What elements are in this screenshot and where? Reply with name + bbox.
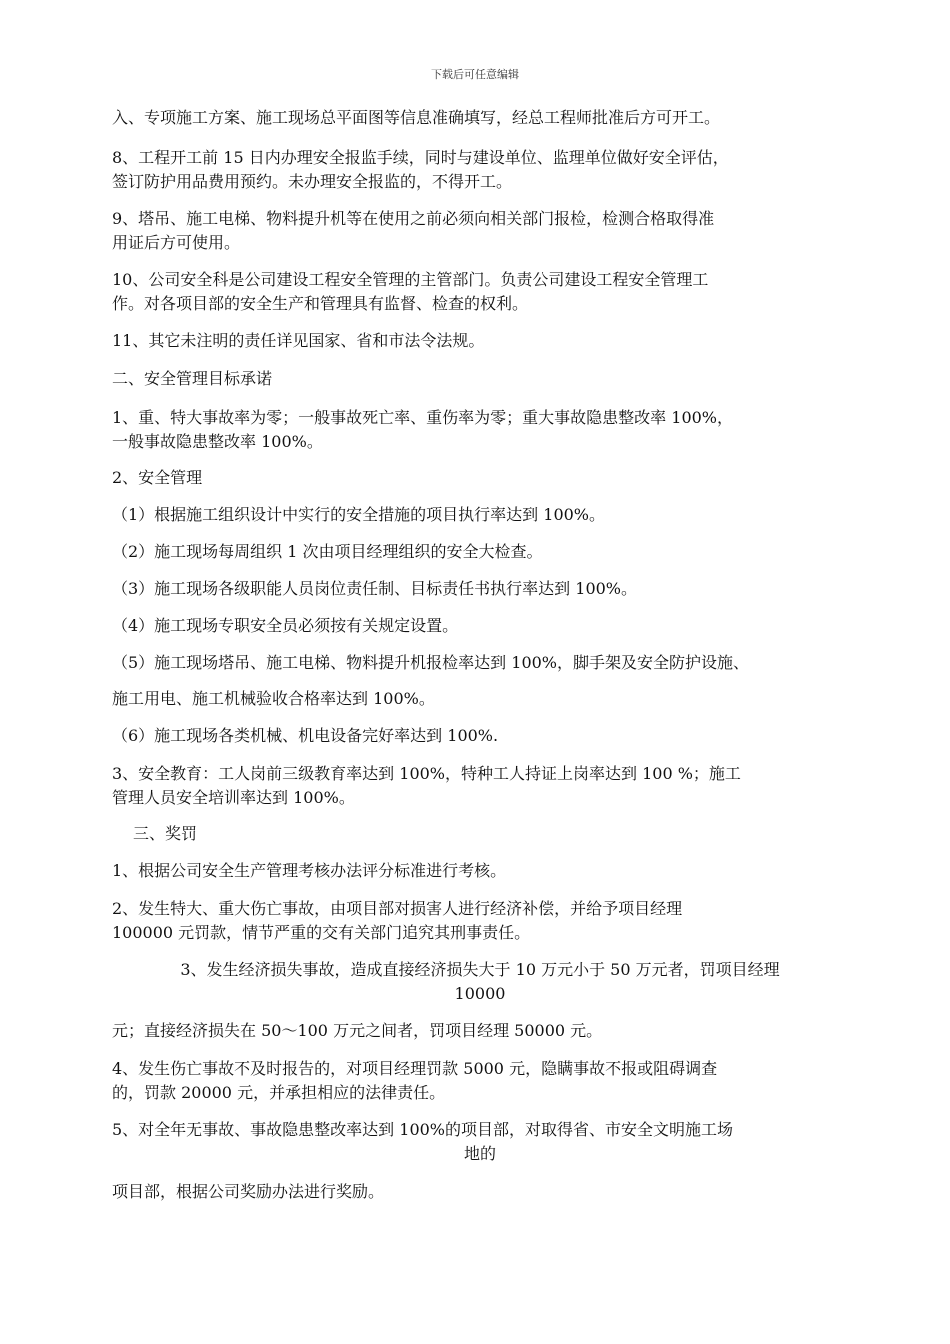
sub-item-5	[112, 651, 848, 675]
paragraph-goal-3	[112, 762, 848, 810]
section-heading-2	[112, 367, 848, 391]
heading-text: 三、奖罚	[133, 824, 198, 843]
text-line: （6）施工现场各类机械、机电设备完好率达到 100%.	[112, 726, 499, 745]
text-line: 3、发生经济损失事故，造成直接经济损失大于 10 万元小于 50 万元者，罚项目经理	[180, 960, 780, 979]
paragraph-reward-4	[112, 1057, 848, 1105]
page-header-note: 下载后可任意编辑	[431, 68, 519, 81]
text-line: （3）施工现场各级职能人员岗位责任制、目标责任书执行率达到 100%。	[112, 579, 638, 598]
text-line: 10、公司安全科是公司建设工程安全管理的主管部门。负责公司建设工程安全管理工	[112, 270, 709, 289]
text-line: 2、安全管理	[112, 468, 203, 487]
text-line: 用证后方可使用。	[112, 233, 241, 252]
sub-item-4	[112, 614, 848, 638]
text-line: 一般事故隐患整改率 100%。	[112, 432, 323, 451]
text-line: 入、专项施工方案、施工现场总平面图等信息准确填写，经总工程师批准后方可开工。	[112, 108, 721, 127]
paragraph-goal-2	[112, 466, 848, 490]
text-line: 1、根据公司安全生产管理考核办法评分标准进行考核。	[112, 861, 507, 880]
paragraph-item-9	[112, 207, 848, 255]
text-line: 签订防护用品费用预约。未办理安全报监的，不得开工。	[112, 172, 513, 191]
paragraph-item-7-continued	[112, 106, 848, 130]
sub-item-3	[112, 577, 848, 601]
text-line: 施工用电、施工机械验收合格率达到 100%。	[112, 689, 435, 708]
paragraph-reward-2	[112, 897, 848, 945]
sub-item-2	[112, 540, 848, 564]
paragraph-reward-3-continued	[112, 1019, 848, 1043]
heading-text: 二、安全管理目标承诺	[112, 369, 273, 388]
paragraph-item-8	[112, 146, 848, 194]
paragraph-goal-1	[112, 406, 848, 454]
text-line: 8、工程开工前 15 日内办理安全报监手续，同时与建设单位、监理单位做好安全评估，	[112, 148, 729, 167]
text-line: 2、发生特大、重大伤亡事故，由项目部对损害人进行经济补偿，并给予项目经理	[112, 899, 683, 918]
text-line: （4）施工现场专职安全员必须按有关规定设置。	[112, 616, 459, 635]
text-line: 3、安全教育：工人岗前三级教育率达到 100%，特种工人持证上岗率达到 100 %；施工	[112, 764, 741, 783]
text-line: 11、其它未注明的责任详见国家、省和市法令法规。	[112, 331, 485, 350]
text-line: 1、重、特大事故率为零；一般事故死亡率、重伤率为零；重大事故隐患整改率 100%，	[112, 408, 734, 427]
text-line: 的，罚款 20000 元，并承担相应的法律责任。	[112, 1083, 446, 1102]
text-line: 4、发生伤亡事故不及时报告的，对项目经理罚款 5000 元，隐瞒事故不报或阻碍调查	[112, 1059, 718, 1078]
section-heading-3	[133, 822, 869, 846]
paragraph-reward-1	[112, 859, 848, 883]
text-line: （5）施工现场塔吊、施工电梯、物料提升机报检率达到 100%，脚手架及安全防护设施、	[112, 653, 750, 672]
text-line: （1）根据施工组织设计中实行的安全措施的项目执行率达到 100%。	[112, 505, 606, 524]
paragraph-reward-5	[112, 1118, 848, 1166]
paragraph-reward-5-continued	[112, 1180, 848, 1204]
paragraph-item-11	[112, 329, 848, 353]
text-line: 地的	[463, 1144, 496, 1163]
text-line: 元；直接经济损失在 50～100 万元之间者，罚项目经理 50000 元。	[112, 1021, 603, 1040]
text-line: 管理人员安全培训率达到 100%。	[112, 788, 355, 807]
sub-item-5-continued	[112, 687, 848, 711]
text-line: 5、对全年无事故、事故隐患整改率达到 100%的项目部，对取得省、市安全文明施工场	[112, 1120, 734, 1139]
paragraph-reward-3	[112, 958, 848, 1006]
paragraph-item-10	[112, 268, 848, 316]
text-line: （2）施工现场每周组织 1 次由项目经理组织的安全大检查。	[112, 542, 543, 561]
text-line: 作。对各项目部的安全生产和管理具有监督、检查的权利。	[112, 294, 529, 313]
text-line: 10000	[454, 984, 506, 1003]
text-line: 100000 元罚款，情节严重的交有关部门追究其刑事责任。	[112, 923, 531, 942]
sub-item-6	[112, 724, 848, 748]
sub-item-1	[112, 503, 848, 527]
text-line: 9、塔吊、施工电梯、物料提升机等在使用之前必须向相关部门报检，检测合格取得准	[112, 209, 715, 228]
text-line: 项目部，根据公司奖励办法进行奖励。	[112, 1182, 385, 1201]
